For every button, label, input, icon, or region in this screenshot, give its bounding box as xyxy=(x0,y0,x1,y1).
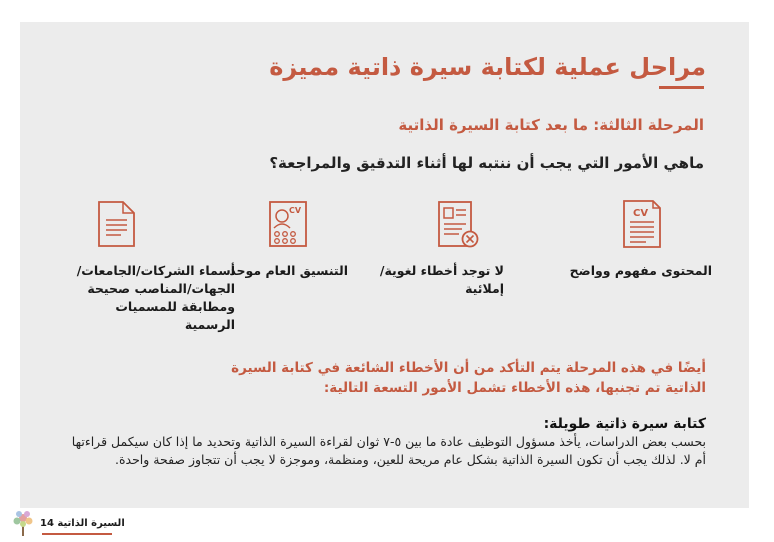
tree-logo-icon xyxy=(8,508,38,538)
document-lines-icon xyxy=(97,200,137,248)
checklist-item-label: المحتوى مفهوم وواضح xyxy=(569,263,712,278)
svg-text:CV: CV xyxy=(289,206,302,215)
stage-heading: المرحلة الثالثة: ما بعد كتابة السيرة الذاتية xyxy=(398,116,704,134)
svg-text:CV: CV xyxy=(633,208,649,219)
checklist-item-label: أسماء الشركات/الجامعات/ الجهات/المناصب صحيحة ومطابقة للمسميات الرسمية xyxy=(76,263,235,332)
cv-error-icon xyxy=(437,200,477,248)
title-underline xyxy=(659,86,704,89)
page-title: مراحل عملية لكتابة سيرة ذاتية مميزة xyxy=(269,53,706,81)
footer-label xyxy=(40,518,125,529)
section-heading: كتابة سيرة ذاتية طويلة: xyxy=(543,416,706,432)
checklist-item-label: التنسيق العام موحد xyxy=(229,263,348,278)
footer-section-title: السيرة الذاتية xyxy=(57,518,125,529)
cv-profile-icon xyxy=(268,200,308,248)
section-body: بحسب بعض الدراسات، يأخذ مسؤول التوظيف عادة ما بين ٥-٧ ثوان لقراءة السيرة الذاتية وتحديد ما إذا كان سيكمل قراءتها أم لا. لذلك يجب أن تكون السيرة الذاتية بشكل عام مريحة للعين، ومنظمة، وموجزة لا يجب أن تتجاوز صفحة واحدة. xyxy=(71,434,706,467)
checklist-item-label: لا توجد أخطاء لغوية/ إملائية xyxy=(379,263,504,296)
cv-document-icon xyxy=(622,200,662,248)
question-heading: ماهي الأمور التي يجب أن ننتبه لها أثناء التدقيق والمراجعة؟ xyxy=(269,154,704,172)
page-number: 14 xyxy=(40,518,54,529)
footer-underline xyxy=(42,533,112,535)
common-mistakes-intro: أيضًا في هذه المرحلة يتم التأكد من أن الأخطاء الشائعة في كتابة السيرة الذاتية تم تجنبها، هذه الأخطاء تشمل الأمور التسعة التالية: xyxy=(231,360,706,396)
